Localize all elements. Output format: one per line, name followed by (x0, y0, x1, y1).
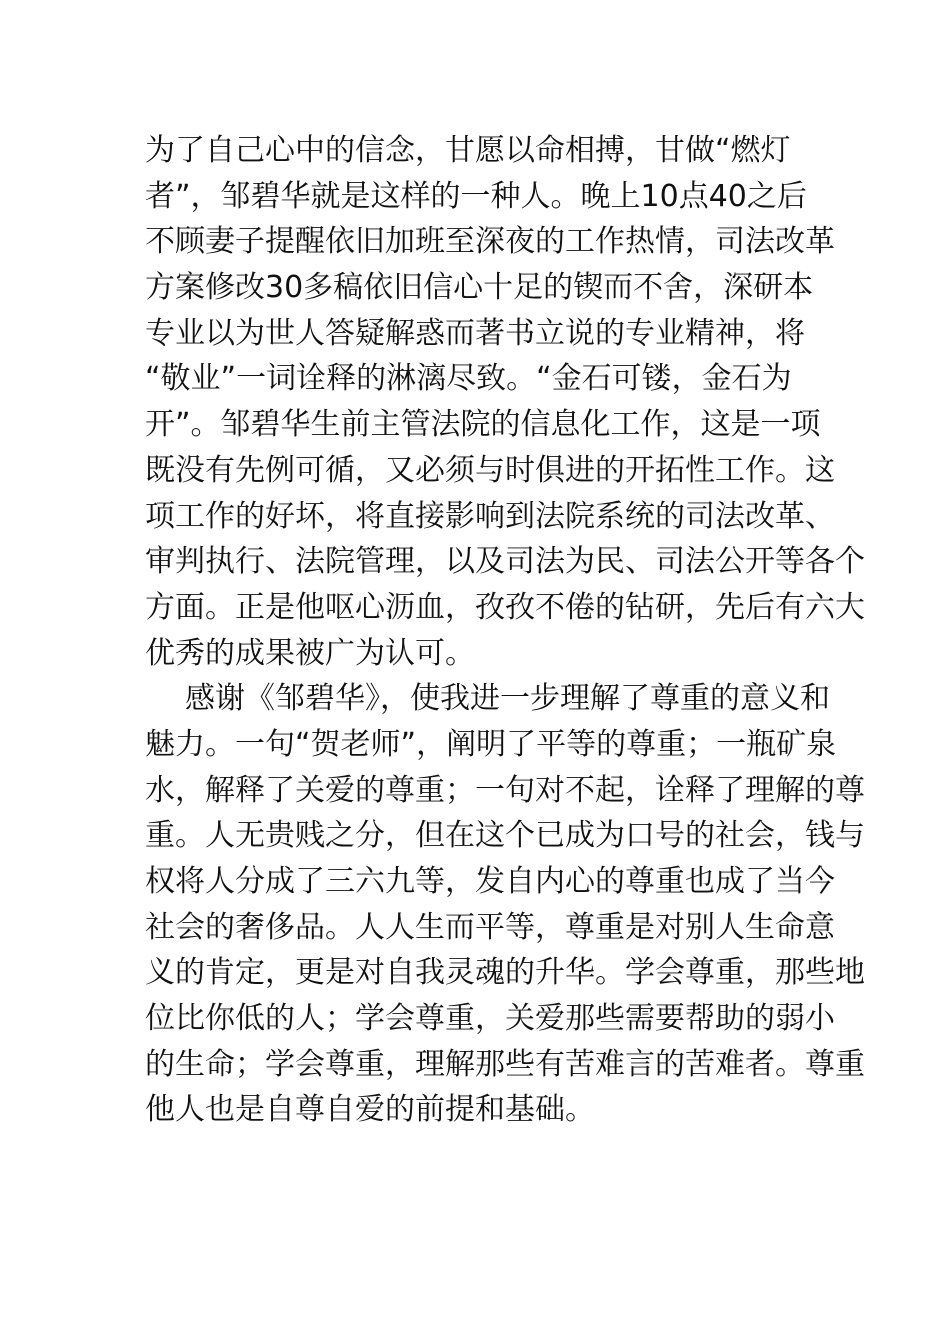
text-line: 方案修改30多稿依旧信心十足的锲而不舍，深研本 (145, 270, 814, 306)
text-line: 感谢《邹碧华》，使我进一步理解了尊重的意义和 (185, 681, 830, 717)
text-line: 项工作的好坏，将直接影响到法院系统的司法改革、 (145, 498, 835, 534)
text-line: 权将人分成了三六九等，发自内心的尊重也成了当今 (145, 864, 835, 899)
text-line: 水，解释了关爱的尊重；一句对不起，诠释了理解的尊 (145, 772, 865, 808)
text-line: 专业以为世人答疑解惑而著书立说的专业精神，将 (145, 315, 805, 351)
text-line: 优秀的成果被广为认可。 (145, 635, 475, 671)
text-line: 不顾妻子提醒依旧加班至深夜的工作热情，司法改革 (145, 224, 835, 260)
text-line: 者”，邹碧华就是这样的一种人。晚上10点40之后 (145, 178, 807, 214)
paragraph-2 (145, 676, 865, 1133)
text-line: 义的肯定，更是对自我灵魂的升华。学会尊重，那些地 (145, 955, 865, 991)
text-line: 开”。邹碧华生前主管法院的信息化工作，这是一项 (145, 407, 821, 443)
text-line: 方面。正是他呕心沥血，孜孜不倦的钻研，先后有六大 (145, 589, 865, 625)
text-line: 为了自己心中的信念，甘愿以命相搏，甘做“燃灯 (145, 133, 791, 168)
text-line: 社会的奢侈品。人人生而平等，尊重是对别人生命意 (145, 909, 835, 945)
paragraph-1 (145, 128, 865, 676)
document-body (145, 128, 865, 1133)
text-line: “敬业”一词诠释的淋漓尽致。“金石可镂，金石为 (145, 361, 792, 397)
text-line: 位比你低的人；学会尊重，关爱那些需要帮助的弱小 (145, 1001, 835, 1037)
text-line: 重。人无贵贱之分，但在这个已成为口号的社会，钱与 (145, 818, 865, 854)
text-line: 的生命；学会尊重，理解那些有苦难言的苦难者。尊重 (145, 1046, 865, 1082)
text-line: 他人也是自尊自爱的前提和基础。 (145, 1092, 595, 1128)
text-line: 审判执行、法院管理，以及司法为民、司法公开等各个 (145, 544, 865, 580)
text-line: 魅力。一句“贺老师”，阐明了平等的尊重；一瓶矿泉 (145, 726, 837, 762)
text-line: 既没有先例可循，又必须与时俱进的开拓性工作。这 (145, 452, 835, 488)
